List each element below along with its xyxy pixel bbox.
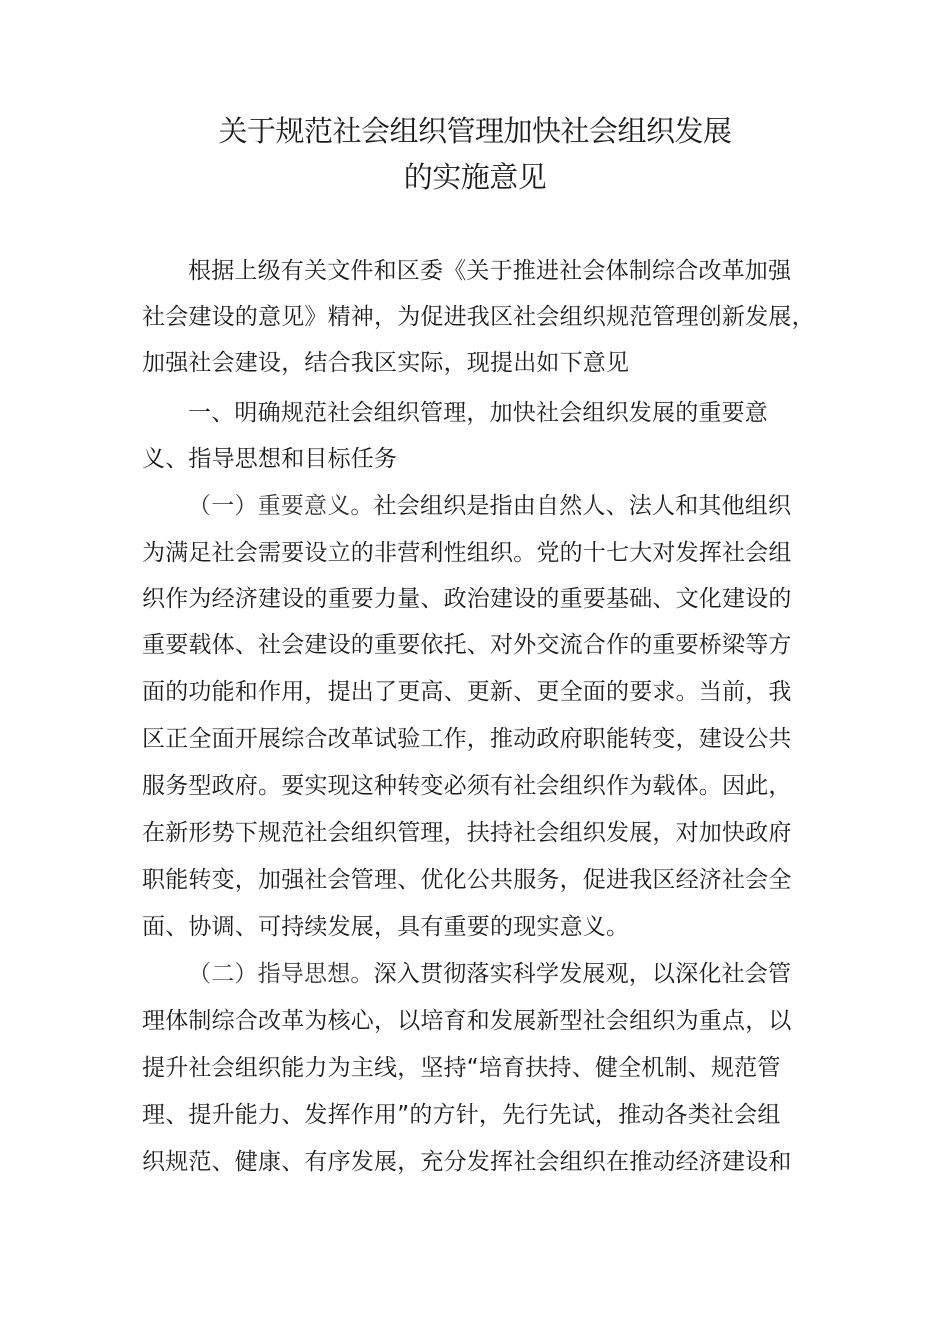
paragraph-line: 区正全面开展综合改革试验工作，推动政府职能转变，建设公共 <box>142 726 792 752</box>
paragraph-line: 加强社会建设，结合我区实际，现提出如下意见 <box>142 350 630 376</box>
paragraph-text: 深入贯彻落实科学发展观，以深化社会管 <box>373 961 792 987</box>
section-heading-line: 一、明确规范社会组织管理，加快社会组织发展的重要意 <box>188 400 768 426</box>
paragraph-line: 理体制综合改革为核心，以培育和发展新型社会组织为重点，以 <box>142 1008 792 1034</box>
paragraph-line: 面的功能和作用，提出了更高、更新、更全面的要求。当前，我 <box>142 679 792 705</box>
paragraph-line: 织作为经济建设的重要力量、政治建设的重要基础、文化建设的 <box>142 586 792 612</box>
paragraph-line: 社会建设的意见》精神，为促进我区社会组织规范管理创新发展， <box>142 304 815 330</box>
paragraph-line: 服务型政府。要实现这种转变必须有社会组织作为载体。因此， <box>142 773 792 799</box>
paragraph-line: 重要载体、社会建设的重要依托、对外交流合作的重要桥梁等方 <box>142 632 792 658</box>
paragraph-line <box>188 491 791 521</box>
document-title-line-1: 关于规范社会组织管理加快社会组织发展 <box>218 114 732 148</box>
paragraph-text: 社会组织是指由自然人、法人和其他组织 <box>373 493 792 519</box>
subheading-guiding-thought: （二）指导思想。 <box>188 961 374 987</box>
section-heading-line: 义、指导思想和目标任务 <box>142 446 398 472</box>
paragraph-line: 为满足社会需要设立的非营利性组织。党的十七大对发挥社会组 <box>142 540 792 566</box>
paragraph-line: 职能转变，加强社会管理、优化公共服务，促进我区经济社会全 <box>142 867 792 893</box>
paragraph-line: 理、提升能力、发挥作用”的方针，先行先试，推动各类社会组 <box>142 1102 781 1128</box>
paragraph-line: 提升社会组织能力为主线，坚持“培育扶持、健全机制、规范管 <box>142 1055 781 1081</box>
document-title-line-2: 的实施意见 <box>403 160 547 194</box>
paragraph-line: 面、协调、可持续发展，具有重要的现实意义。 <box>142 914 630 940</box>
subheading-importance: （一）重要意义。 <box>188 493 374 519</box>
paragraph-line: 根据上级有关文件和区委《关于推进社会体制综合改革加强 <box>188 258 792 284</box>
paragraph-line: 织规范、健康、有序发展，充分发挥社会组织在推动经济建设和 <box>142 1149 792 1175</box>
paragraph-line <box>188 959 791 989</box>
paragraph-line: 在新形势下规范社会组织管理，扶持社会组织发展，对加快政府 <box>142 820 792 846</box>
